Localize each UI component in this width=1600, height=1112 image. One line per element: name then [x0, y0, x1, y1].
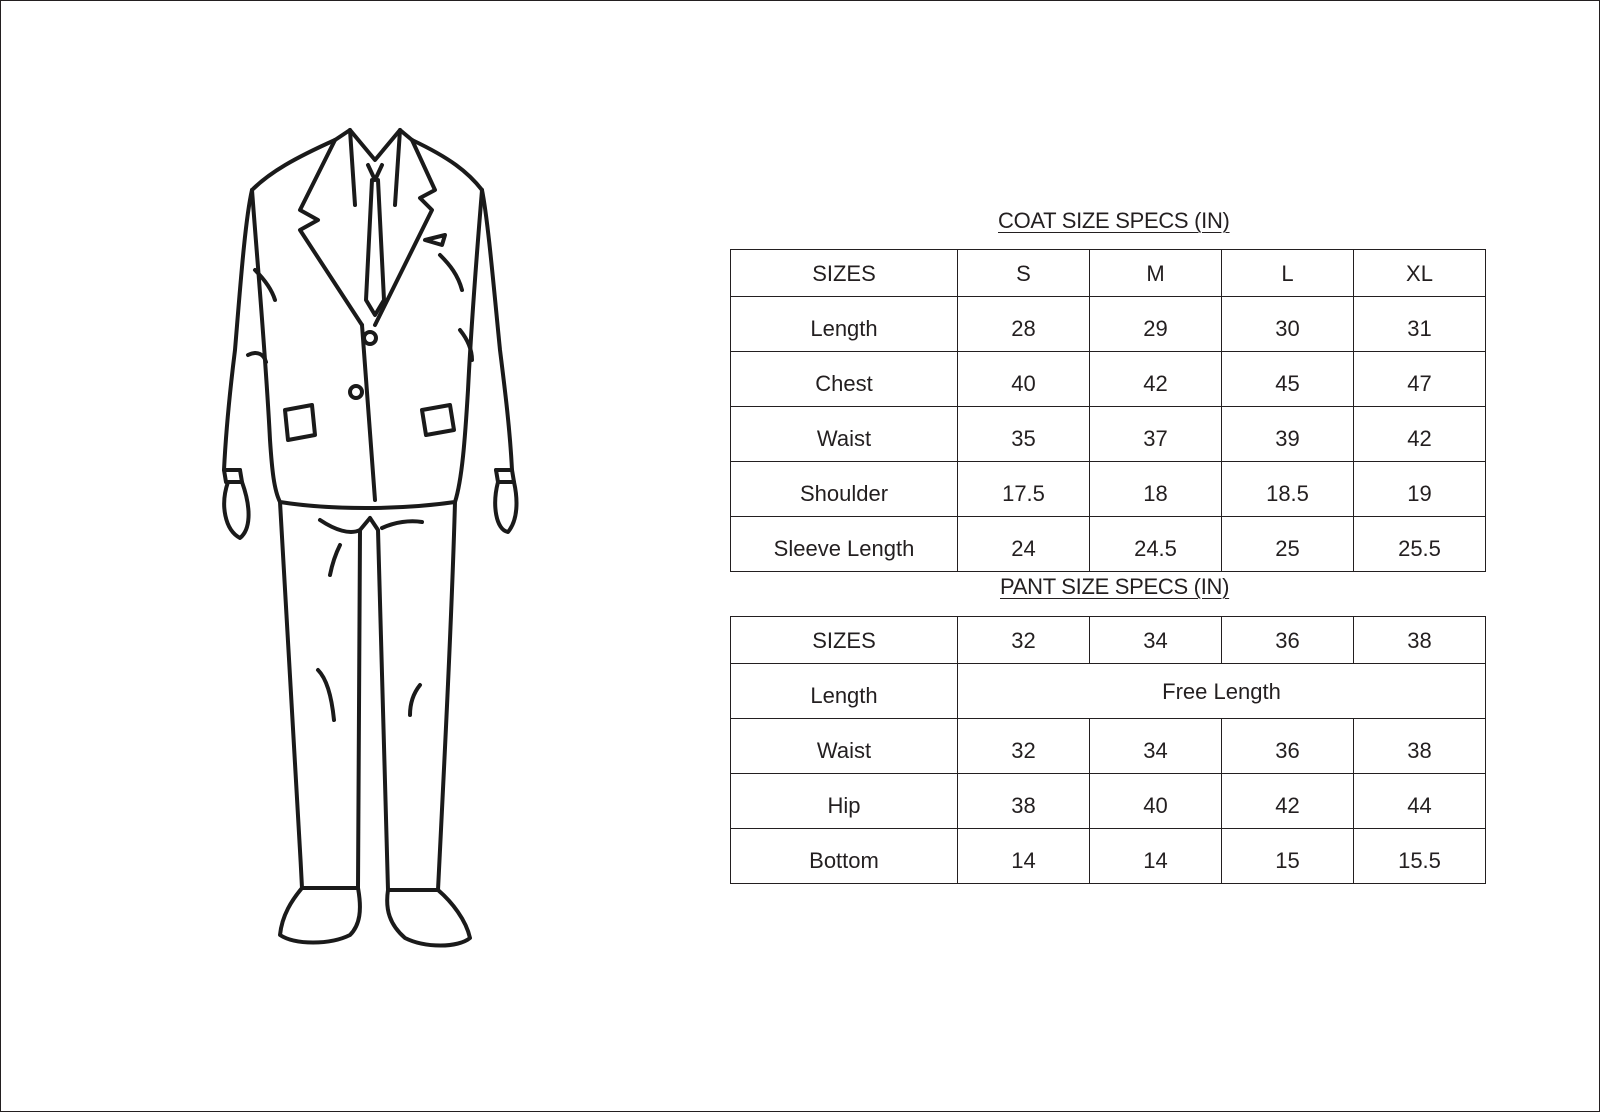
table-cell: 15	[1222, 829, 1354, 884]
table-cell: 47	[1354, 352, 1486, 407]
table-row	[731, 829, 1486, 884]
table-cell: 35	[958, 407, 1090, 462]
coat-size-table	[730, 249, 1486, 572]
table-cell: 28	[958, 297, 1090, 352]
row-label: Waist	[731, 719, 958, 774]
row-label: Length	[731, 297, 958, 352]
table-row	[731, 664, 1486, 719]
table-cell: 32	[958, 719, 1090, 774]
suit-illustration	[200, 110, 540, 990]
table-cell: 42	[1222, 774, 1354, 829]
table-cell: 29	[1090, 297, 1222, 352]
table-cell: 44	[1354, 774, 1486, 829]
row-label: Sleeve Length	[731, 517, 958, 572]
table-cell: 34	[1090, 719, 1222, 774]
table-header-cell: 34	[1090, 617, 1222, 664]
table-row	[731, 407, 1486, 462]
pant-section-title: PANT SIZE SPECS (IN)	[1000, 574, 1230, 599]
table-cell: 36	[1222, 719, 1354, 774]
table-cell: 25	[1222, 517, 1354, 572]
table-cell: 42	[1354, 407, 1486, 462]
table-cell: 38	[958, 774, 1090, 829]
table-cell: 15.5	[1354, 829, 1486, 884]
table-cell: 42	[1090, 352, 1222, 407]
table-cell: 31	[1354, 297, 1486, 352]
table-row	[731, 297, 1486, 352]
free-length-cell: Free Length	[958, 664, 1486, 719]
row-label: Chest	[731, 352, 958, 407]
row-label: Waist	[731, 407, 958, 462]
row-label: Length	[731, 664, 958, 719]
table-cell: 18	[1090, 462, 1222, 517]
table-header-cell: SIZES	[731, 250, 958, 297]
coat-section-title: COAT SIZE SPECS (IN)	[998, 208, 1230, 233]
table-cell: 24.5	[1090, 517, 1222, 572]
table-cell: 14	[958, 829, 1090, 884]
table-cell: 40	[1090, 774, 1222, 829]
table-header-cell: 36	[1222, 617, 1354, 664]
table-cell: 38	[1354, 719, 1486, 774]
pant-size-table	[730, 616, 1486, 884]
table-header-row	[731, 617, 1486, 664]
table-header-cell: 32	[958, 617, 1090, 664]
table-row	[731, 719, 1486, 774]
table-cell: 18.5	[1222, 462, 1354, 517]
table-cell: 37	[1090, 407, 1222, 462]
table-cell: 25.5	[1354, 517, 1486, 572]
table-header-cell: 38	[1354, 617, 1486, 664]
table-header-row	[731, 250, 1486, 297]
table-header-cell: L	[1222, 250, 1354, 297]
table-header-cell: S	[958, 250, 1090, 297]
row-label: Shoulder	[731, 462, 958, 517]
table-cell: 40	[958, 352, 1090, 407]
table-cell: 24	[958, 517, 1090, 572]
table-cell: 19	[1354, 462, 1486, 517]
table-cell: 30	[1222, 297, 1354, 352]
table-row	[731, 517, 1486, 572]
table-header-cell: SIZES	[731, 617, 958, 664]
table-header-cell: XL	[1354, 250, 1486, 297]
table-row	[731, 462, 1486, 517]
table-header-cell: M	[1090, 250, 1222, 297]
row-label: Bottom	[731, 829, 958, 884]
table-cell: 14	[1090, 829, 1222, 884]
table-cell: 45	[1222, 352, 1354, 407]
table-row	[731, 352, 1486, 407]
table-cell: 39	[1222, 407, 1354, 462]
row-label: Hip	[731, 774, 958, 829]
table-row	[731, 774, 1486, 829]
table-cell: 17.5	[958, 462, 1090, 517]
